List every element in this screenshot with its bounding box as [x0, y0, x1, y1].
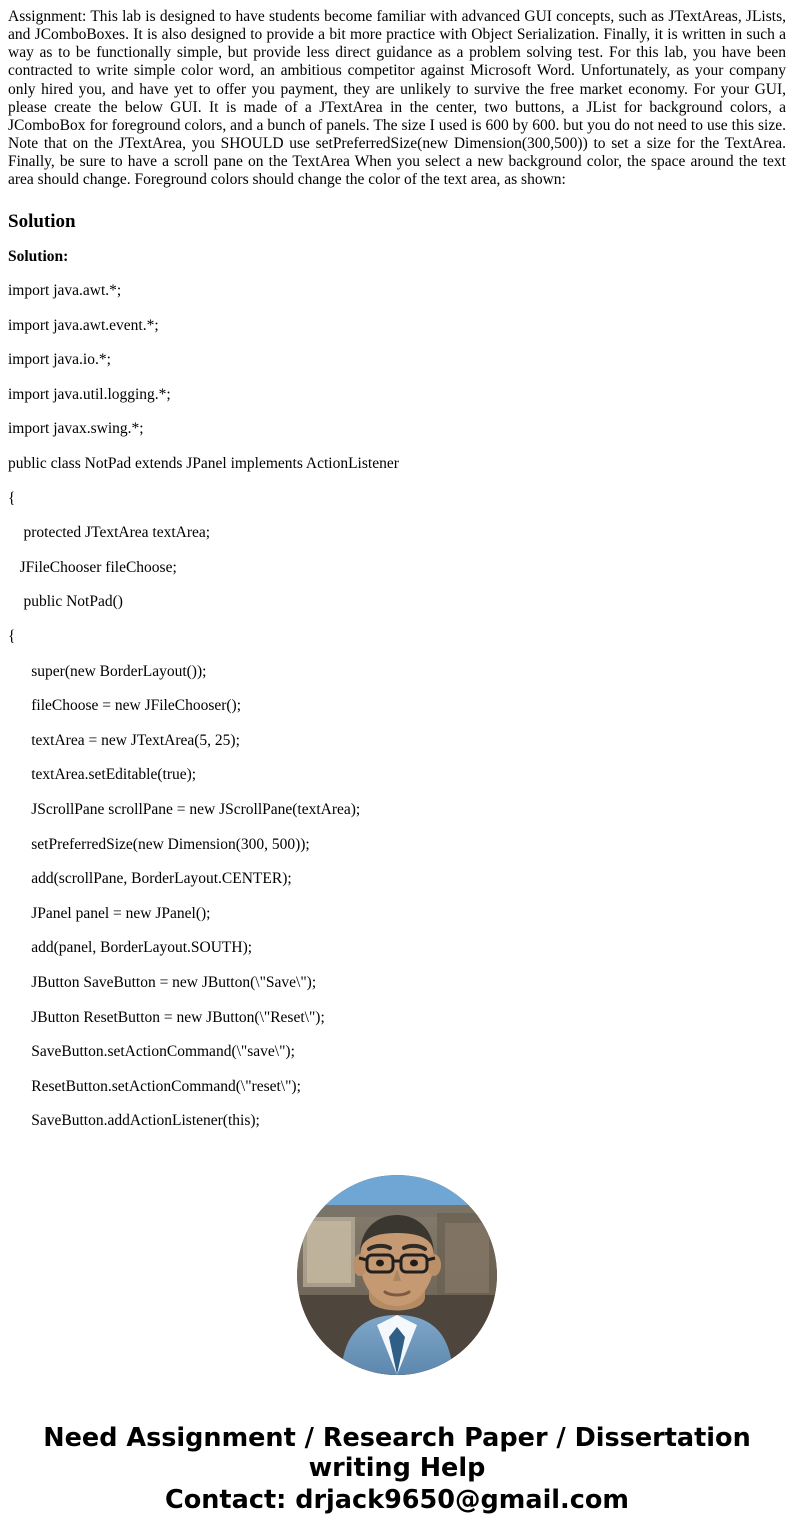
avatar — [297, 1175, 497, 1375]
code-line: JButton ResetButton = new JButton(\"Reset\"); — [8, 1008, 325, 1026]
code-line: add(panel, BorderLayout.SOUTH); — [8, 939, 253, 957]
solution-heading: Solution — [8, 211, 76, 233]
code-line: add(scrollPane, BorderLayout.CENTER); — [8, 870, 292, 888]
code-line: textArea = new JTextArea(5, 25); — [8, 731, 240, 749]
code-line: { — [8, 627, 16, 645]
code-line: import javax.swing.*; — [8, 420, 144, 438]
code-line: JPanel panel = new JPanel(); — [8, 904, 211, 922]
code-line: super(new BorderLayout()); — [8, 662, 207, 680]
code-line: textArea.setEditable(true); — [8, 766, 197, 784]
code-line: import java.util.logging.*; — [8, 385, 171, 403]
code-line: protected JTextArea textArea; — [8, 524, 211, 542]
code-line: import java.awt.event.*; — [8, 316, 159, 334]
code-line: JFileChooser fileChoose; — [8, 558, 177, 576]
footer-contact: Contact: drjack9650@gmail.com — [165, 1485, 629, 1516]
code-line: import java.io.*; — [8, 351, 111, 369]
code-line: { — [8, 489, 16, 507]
code-line: JButton SaveButton = new JButton(\"Save\"); — [8, 973, 317, 991]
footer-line-1: Need Assignment / Research Paper / Dissertation — [43, 1422, 751, 1453]
code-line: ResetButton.setActionCommand(\"reset\"); — [8, 1077, 301, 1095]
code-line: public class NotPad extends JPanel implements ActionListener — [8, 455, 399, 473]
footer — [8, 1423, 786, 1515]
assignment-paragraph: Assignment: This lab is designed to have students become familiar with advanced GUI concepts, such as JTextAreas, JLists, and JComboBoxes. It is also designed to provide a bit more practice with Object Serialization. Finally, it is written in such a way as to be functionally simple, but provide less direct guidance as a problem solving test. For this lab, you have been contracted to write simple color word, an ambitious competitor against Microsoft Word. Unfortunately, as your company only hired you, and have yet to offer you payment, they are unlikely to survive the free market economy. For your GUI, please create the below GUI. It is made of a JTextArea in the center, two buttons, a JList for background colors, a JComboBox for foreground colors, and a bunch of panels. The size I used is 600 by 600. but you do not need to use this size. Note that on the JTextArea, you SHOULD use setPreferredSize(new Dimension(300,500)) to set a size for the TextArea. Finally, be sure to have a scroll pane on the TextArea When you select a new background color, the space around the text area should change. Foreground colors should change the color of the text area, as shown: — [8, 8, 786, 189]
code-block — [8, 282, 786, 1131]
code-line: fileChoose = new JFileChooser(); — [8, 697, 242, 715]
code-line: import java.awt.*; — [8, 282, 122, 300]
footer-line-2: writing Help — [308, 1452, 486, 1483]
code-line: JScrollPane scrollPane = new JScrollPane(textArea); — [8, 800, 361, 818]
code-line: SaveButton.setActionCommand(\"save\"); — [8, 1043, 295, 1061]
portrait-photo-illustration — [297, 1175, 497, 1375]
code-line: setPreferredSize(new Dimension(300, 500)); — [8, 835, 310, 853]
solution-label: Solution: — [8, 248, 69, 266]
code-line: public NotPad() — [8, 593, 123, 611]
photo-container — [8, 1175, 786, 1375]
code-line: SaveButton.addActionListener(this); — [8, 1112, 260, 1130]
